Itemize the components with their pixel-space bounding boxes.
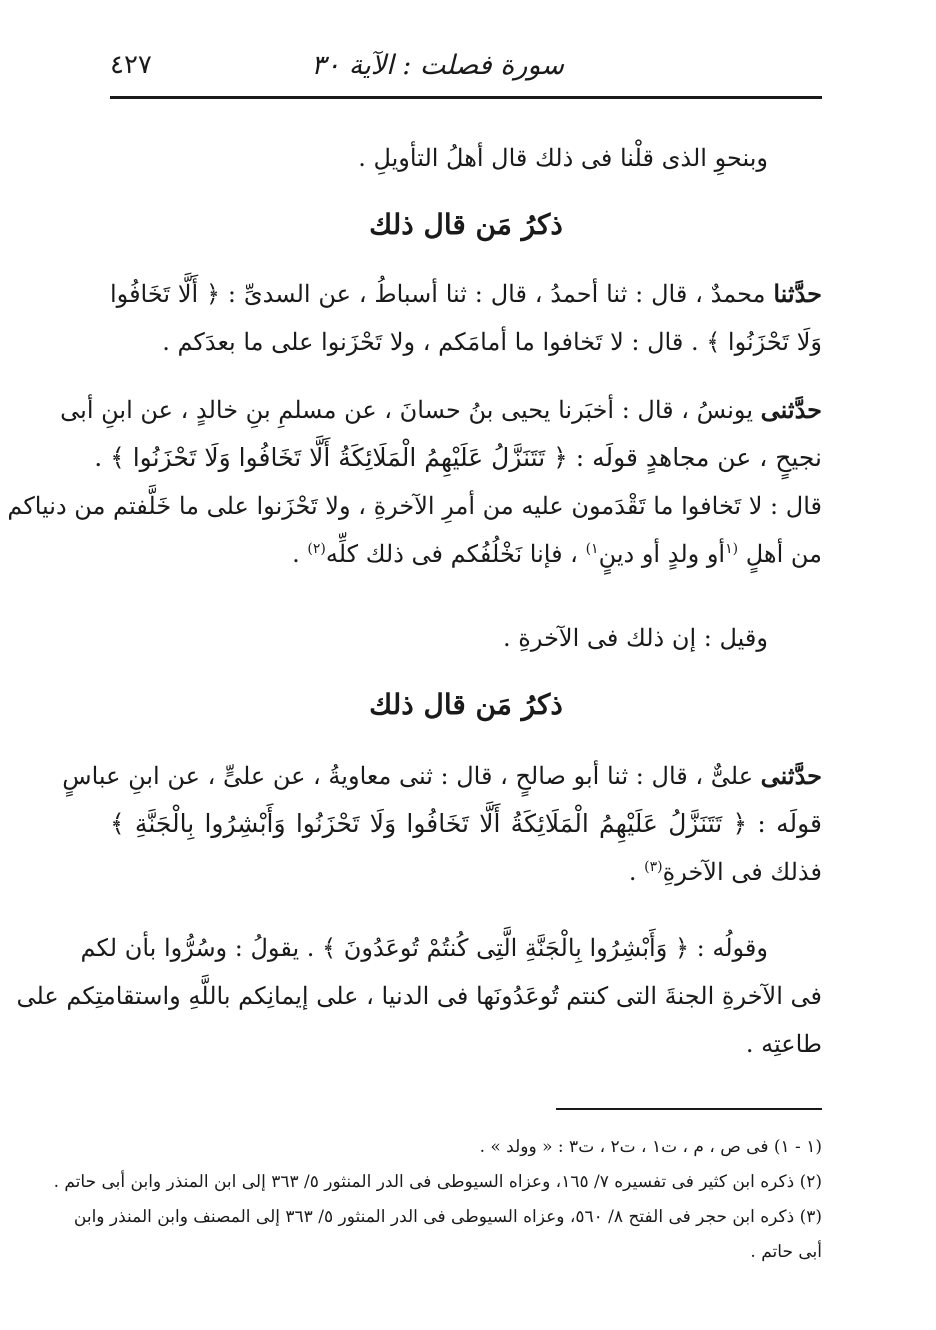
running-title: سورة فصلت : الآية ٣٠ bbox=[311, 50, 564, 81]
footnote-marker-1-open: (١ bbox=[725, 541, 739, 557]
paragraph-6-line-1: وقولُه : ﴿ وَأَبْشِرُوا بِالْجَنَّةِ الَّتِى كُنتُمْ تُوعَدُونَ ﴾ . يقولُ : وسُرُّوا بأن لكم bbox=[80, 934, 768, 962]
paragraph-4-line-1: وقيل : إن ذلك فى الآخرةِ . bbox=[503, 624, 768, 652]
paragraph-3 bbox=[7, 386, 822, 578]
page-number: ٤٢٧ bbox=[110, 50, 152, 80]
text-segment: فذلك فى الآخرةِ bbox=[662, 858, 822, 886]
section-heading-2: ذكرُ مَن قال ذلك bbox=[369, 688, 563, 721]
narration-opener: حدَّثنى bbox=[760, 761, 822, 790]
paragraph-6 bbox=[16, 924, 822, 1068]
footnote-3-continued: أبى حاتم . bbox=[750, 1242, 822, 1262]
text-segment: أو ولدٍ أو دينٍ bbox=[598, 540, 726, 568]
text-segment: . bbox=[628, 858, 645, 886]
paragraph-5-line-1-text: علىٌّ ، قال : ثنا أبو صالحٍ ، قال : ثنى معاويةُ ، عن علىٍّ ، عن ابنِ عباسٍ bbox=[62, 762, 761, 790]
paragraph-1-line-1: وبنحوِ الذى قلْنا فى ذلك قال أهلُ التأويلِ . bbox=[358, 144, 768, 172]
paragraph-3-line-2: نجيحٍ ، عن مجاهدٍ قولَه : ﴿ تَتَنَزَّلُ عَلَيْهِمُ الْمَلَائِكَةُ أَلَّا تَخَافُوا وَلَا تَحْزَنُوا ﴾ . bbox=[94, 443, 822, 472]
paragraph-6-line-2: فى الآخرةِ الجنةَ التى كنتم تُوعَدُونَها فى الدنيا ، على إيمانِكم باللَّهِ واستقامتِكم على bbox=[16, 982, 822, 1010]
footnote-marker-1-close: ١) bbox=[585, 541, 599, 557]
paragraph-5-line-1 bbox=[62, 752, 822, 800]
header-rule bbox=[110, 96, 822, 99]
section-heading-1: ذكرُ مَن قال ذلك bbox=[369, 208, 563, 241]
footnote-marker-2: (٢) bbox=[307, 541, 326, 557]
narration-opener: حدَّثنى bbox=[760, 395, 822, 424]
paragraph-3-line-3: قال : لا تَخافوا ما تَقْدَمون عليه من أمرِ الآخرةِ ، ولا تَحْزَنوا على ما خَلَّفتم من دنياكم bbox=[7, 492, 822, 520]
footnote-3: (٣) ذكره ابن حجر فى الفتح ٨/ ٥٦٠، وعزاه السيوطى فى الدر المنثور ٥/ ٣٦٣ إلى المصنف وابن المنذر وابن bbox=[73, 1207, 822, 1227]
text-segment: من أهلٍ bbox=[738, 540, 822, 568]
footnote-1: (١ - ١) فى ص ، م ، ت١ ، ت٢ ، ت٣ : « وولد » . bbox=[479, 1137, 822, 1157]
paragraph-2-line-2: وَلَا تَحْزَنُوا ﴾ . قال : لا تَخافوا ما أمامَكم ، ولا تَحْزَنوا على ما بعدَكم . bbox=[162, 328, 822, 356]
page-header bbox=[110, 44, 822, 94]
paragraph-2 bbox=[110, 270, 822, 366]
footnote-marker-3: (٣) bbox=[644, 859, 663, 875]
footnote-2: (٢) ذكره ابن كثير فى تفسيره ٧/ ١٦٥، وعزاه السيوطى فى الدر المنثور ٥/ ٣٦٣ إلى ابن المنذر وابن أبى حاتم . bbox=[53, 1172, 822, 1192]
paragraph-6-line-3: طاعتِه . bbox=[745, 1030, 822, 1058]
footnotes bbox=[53, 1130, 822, 1270]
paragraph-2-line-1 bbox=[110, 270, 822, 318]
paragraph-2-line-1-text: محمدٌ ، قال : ثنا أحمدُ ، قال : ثنا أسباطُ ، عن السدىِّ : ﴿ أَلَّا تَخَافُوا bbox=[110, 280, 774, 308]
paragraph-4 bbox=[110, 614, 822, 662]
paragraph-3-line-1-text: يونسُ ، قال : أخبَرنا يحيى بنُ حسانَ ، عن مسلمِ بنِ خالدٍ ، عن ابنِ أبى bbox=[60, 396, 761, 424]
text-segment: ، فإنا نَخْلُفُكم فى ذلك كلِّه bbox=[325, 540, 586, 568]
text-segment: . bbox=[292, 540, 308, 568]
footnote-rule bbox=[556, 1108, 822, 1110]
paragraph-5 bbox=[62, 752, 822, 896]
paragraph-3-line-4 bbox=[110, 530, 822, 578]
paragraph-1 bbox=[110, 134, 822, 182]
paragraph-5-line-2: قولَه : ﴿ تَتَنَزَّلُ عَلَيْهِمُ الْمَلَائِكَةُ أَلَّا تَخَافُوا وَلَا تَحْزَنُوا وَأَبْشِرُوا بِالْجَنَّةِ ﴾ bbox=[110, 809, 822, 838]
paragraph-3-line-1 bbox=[60, 386, 822, 434]
paragraph-5-line-3 bbox=[110, 848, 822, 896]
narration-opener: حدَّثنا bbox=[773, 279, 822, 308]
